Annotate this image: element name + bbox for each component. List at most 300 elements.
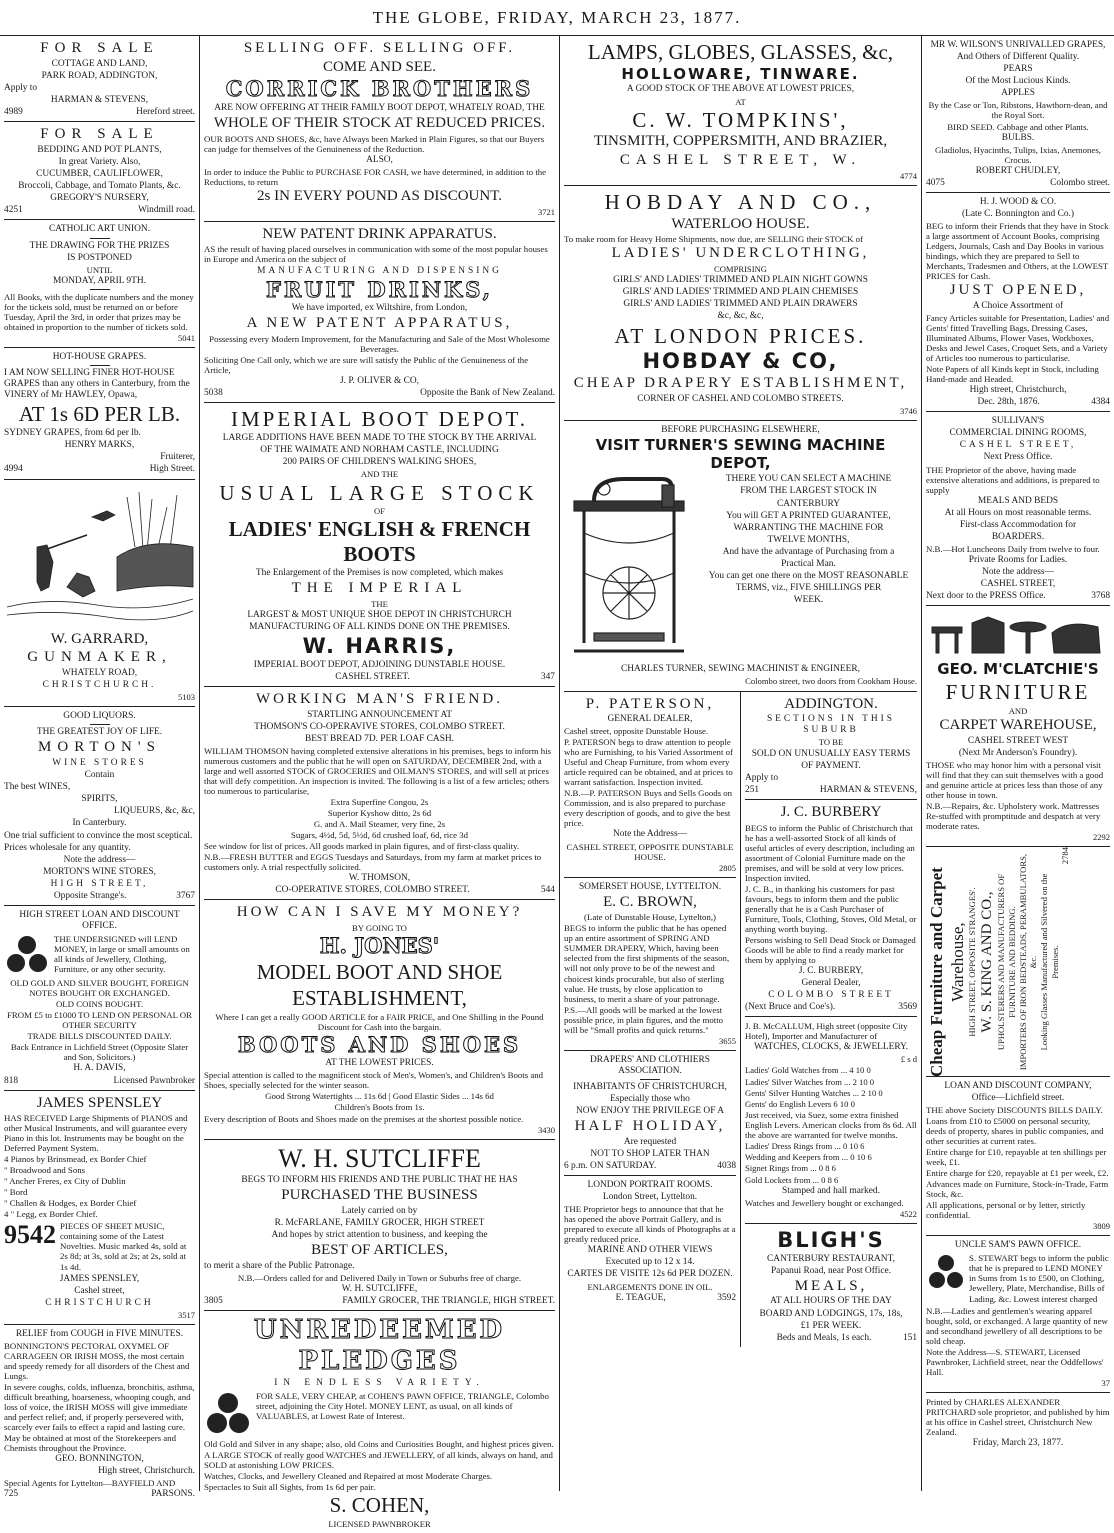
ad-burbery (745, 800, 917, 1017)
ad-body: Just received, via Suez, some extra finished English Levers. American clocks from 8s 6d. All the above are warranted for twelve months. (745, 1110, 917, 1141)
ad-line: Cashel street, opposite Dunstable House. (564, 726, 709, 737)
ad-item: G. and A. Mail Steamer, very fine, 2s (313, 819, 446, 830)
ad-line: AND (1008, 705, 1028, 716)
ad-ref: 3768 (1091, 591, 1110, 602)
ad-heading: J. C. BURBERY (780, 803, 882, 820)
ad-line: Especially those who (610, 1093, 690, 1104)
ad-heading: W. GARRARD, (50, 630, 149, 647)
ad-line: COME AND SEE. (323, 58, 436, 75)
ad-line: Note the address— (63, 854, 136, 865)
sewing-machine-icon (564, 473, 694, 663)
ad-line: A LARGE STOCK of really good WATCHES and JEWELLERY, of all kinds, always on hand, and SOLD at astonishing LOW PRICES. (204, 1449, 553, 1470)
ad-line: WARRANTING THE MACHINE FOR (733, 522, 884, 533)
ad-line: CHRISTCHURCH (45, 1297, 154, 1308)
ad-line: CANTERBURY (776, 498, 841, 509)
ad-line: PURCHASED THE BUSINESS (281, 1187, 478, 1204)
ad-line: JAMES SPENSLEY, (59, 1273, 140, 1284)
ad-line: Premises. (1049, 945, 1060, 979)
ad-imperial-boot-depot (204, 403, 555, 687)
ad-line: BY GOING TO (352, 923, 407, 934)
ad-line: ARE NOW OFFERING AT THEIR FAMILY BOOT DEPOT, WHATELY ROAD, THE (214, 103, 545, 114)
ad-body: All Books, with the duplicate numbers and the money for the tickets sold, must be returned on or before Tuesday, April the 3rd, in order that prizes may be obtained in proportion to the number of tickets sold. (4, 291, 194, 332)
ad-body: FOR SALE, VERY CHEAP, at COHEN'S PAWN OFFICE, TRIANGLE, Colombo street, adjoining the City Hotel. MONEY LENT, as usual, on all kinds of VALUABLES, at Lowest Rate of Interest. (256, 1390, 549, 1421)
ad-line: Prices wholesale for any quantity. (4, 842, 131, 853)
ad-heading: CATHOLIC ART UNION. (48, 224, 151, 235)
ad-line: Spectacles to Suit all Sights, from 1s 6d per pair. (204, 1481, 376, 1492)
ad-line: Broccoli, Cabbage, and Tomato Plants, &c. (18, 181, 181, 192)
ad-body: S. STEWART begs to inform the public that he is prepared to LEND MONEY in Sums from 1s to £500, on Clothing, Jewellery, Plate, Merchandise, Bills of Lading, &c. Lowest interest charged (969, 1253, 1109, 1304)
ad-body: Advances made on Furniture, Stock-in-Trade, Farm Stock, &c. (926, 1179, 1109, 1200)
ad-item: Sugars, 4½d, 5d, 5½d, 6d crushed loaf, 6d, rice 3d (290, 830, 469, 841)
ad-line: E. C. BROWN, (603, 893, 697, 910)
ad-line: Contain (84, 770, 115, 781)
ad-heading: MR W. WILSON'S UNRIVALLED GRAPES, (930, 40, 1106, 50)
ad-body: Note Papers of all Kinds kept in Stock, including Hand-made and Headed. (926, 363, 1099, 384)
ad-corrick-brothers (204, 36, 555, 222)
ad-working-mans-friend (204, 687, 555, 900)
ad-heading: HOW CAN I SAVE MY MONEY? (236, 904, 523, 921)
ad-body: HAS RECEIVED Large Shipments of PIANOS and other Musical Instruments, and will guarantee every Piano in this lot. Instruments may be bought on the Deferred Payment System. (4, 1113, 188, 1154)
ad-line: THE (371, 598, 388, 609)
ad-line: CASHEL STREET, OPPOSITE DUNSTABLE HOUSE. (566, 841, 734, 862)
ad-item: Extra Superfine Congou, 2s (330, 797, 429, 808)
ad-ref: 818 (4, 1075, 19, 1086)
ad-line: The best WINES, (4, 782, 71, 793)
ad-line: COMMERCIAL DINING ROOMS, (949, 428, 1087, 439)
ad-body: BEGS to inform the public that he has opened up an entire assortment of SPRING AND SUMMER DRAPERY, Which, having been selected from the first shipments of the season, will not only prove to be of the newest and choicest kinds procurable, but also of sterling value. He trusts, by close application to business, to merit a share of your patronage. (564, 923, 730, 1004)
ad-line: GIRLS' AND LADIES' TRIMMED AND PLAIN DRAWERS (623, 299, 858, 310)
ad-heading: HOBDAY AND CO., (604, 189, 877, 214)
ad-ref: 37 (1101, 1377, 1110, 1388)
ad-line: Stamped and hall marked. (782, 1185, 880, 1196)
ad-body: THE UNDERSIGNED will LEND MONEY, in large or small amounts on all kinds of Jewellery, Clothing, Furniture, or any other security. (54, 934, 190, 975)
ad-line: N.B.—Orders called for and Delivered Daily in Town or Suburbs free of charge. (237, 1273, 522, 1284)
ad-line: Next Press Office. (983, 452, 1053, 463)
ad-line: BOOTS AND SHOES (237, 1031, 522, 1057)
ad-line: COTTAGE AND LAND, (51, 58, 148, 69)
ad-line: MEALS, (794, 1277, 868, 1294)
ad-line: LARGE ADDITIONS HAVE BEEN MADE TO THE STOCK BY THE ARRIVAL (222, 433, 537, 444)
ad-heading: LAMPS, GLOBES, GLASSES, &c, (587, 40, 894, 64)
ad-line: FRUIT DRINKS, (265, 276, 494, 302)
ad-sutcliffe (204, 1140, 555, 1312)
ad-ref: 3592 (717, 1292, 736, 1303)
ad-line: We have imported, ex Wiltshire, from London, (291, 303, 468, 314)
ad-line: WEEK. (793, 595, 824, 606)
ad-loan-company (926, 1077, 1110, 1236)
ad-line: First-class Accommodation for (959, 519, 1077, 530)
ad-item: " Bord (4, 1187, 28, 1198)
ad-line: USUAL LARGE STOCK (219, 480, 540, 505)
ad-heading: HOT-HOUSE GRAPES. (52, 352, 147, 362)
ad-ref: 2784 (1060, 846, 1071, 865)
ad-item: " Challen & Hodges, ex Border Chief (4, 1198, 137, 1209)
ad-body: THE Proprietor begs to announce that that he has opened the above Portrait Gallery, and is prepared to execute all kinds of Photographs at a greatly reduced price. (564, 1204, 736, 1245)
ad-item: Superior Kyshow ditto, 2s 6d (327, 808, 432, 819)
ad-line: IN ENDLESS VARIETY. (274, 1377, 485, 1388)
ad-line: FROM £5 to £1000 TO LEND ON PERSONAL OR OTHER SECURITY (6, 1010, 193, 1031)
ad-line: Gladiolus, Hyacinths, Tulips, Ixias, Anemones, Crocus. (935, 144, 1101, 165)
ad-line: Practical Man. (781, 558, 836, 569)
ad-line: AND THE (360, 469, 399, 480)
ad-ref: 3767 (176, 891, 195, 901)
ad-line: CASHEL STREET, (980, 579, 1056, 590)
ad-line: Cashel street, (74, 1285, 125, 1296)
ad-line: MANUFACTURING OF ALL KINDS DONE ON THE PREMISES. (249, 622, 510, 633)
ad-body: WILLIAM THOMSON having completed extensive alterations in his premises, begs to inform his numerous customers and the public that he will open on SATURDAY, DECEMBER 2nd, with a large and well assorted STOCK of GROCERIES and OILMAN'S STORES, and will sell at prices that will defy competition. An inspection is invited. The following is a list of a few articles; others too numerous to particularise, (204, 746, 552, 797)
ad-line: ESTABLISHMENT, (292, 985, 467, 1010)
ad-ref: 4994 (4, 464, 23, 475)
ad-line: IMPERIAL BOOT DEPOT, ADJOINING DUNSTABLE HOUSE. (253, 659, 506, 670)
ad-line: £1 PER WEEK. (800, 1320, 862, 1331)
ad-ref: 725 (4, 1489, 19, 1500)
ad-cottage-sale (4, 36, 195, 122)
ad-line: Children's Boots from 1s. (334, 1102, 425, 1113)
ad-body: Soliciting One Call only, which we are sure will satisfy the Public of the Genuineness of the Article, (204, 355, 529, 376)
ad-tompkins (564, 36, 917, 186)
ad-line: BEST OF ARTICLES, (311, 1242, 448, 1259)
ad-line: And have the advantage of Purchasing from a (722, 546, 895, 557)
ad-line: OLD GOLD AND SILVER BOUGHT, FOREIGN NOTES BOUGHT OR EXCHANGED. (10, 978, 189, 999)
price-row: Wedding and Keepers from ... 0 10 6 (745, 1152, 872, 1163)
ad-body: PIECES OF SHEET MUSIC, containing some of the Latest Novelties. Music marked 4s, sold at 2s 8d; at 3s, sold at 2s; at 2s, sold at 1s 4d. (60, 1221, 187, 1272)
ad-line: AT THE LOWEST PRICES. (325, 1058, 434, 1069)
ad-line: Special Agents for Lyttelton—BAYFIELD AND (4, 1478, 176, 1489)
ad-line: Fruiterer, (160, 452, 195, 463)
ad-line: OF THE WAIMATE AND NORHAM CASTLE, INCLUDING (260, 445, 499, 456)
ad-line: Next door to the PRESS Office. (926, 591, 1046, 602)
ad-line: STARTLING ANNOUNCEMENT AT (307, 709, 452, 720)
ad-heading: LONDON PORTRAIT ROOMS. (587, 1180, 713, 1191)
ad-line: Back Entrance in Lichfield Street (Opposite Slater and Son, Solicitors.) (10, 1042, 189, 1063)
ad-line: CHARLES TURNER, SEWING MACHINIST & ENGINEER, (621, 664, 860, 675)
ad-line: CANTERBURY RESTAURANT, (767, 1253, 895, 1264)
ad-line: Dec. 28th, 1876. (977, 397, 1040, 408)
ad-line: CHRISTCHURCH. (42, 679, 157, 690)
ad-gunmaker (4, 480, 195, 708)
ad-line: JUST OPENED, (949, 282, 1087, 299)
ad-line: LICENSED PAWNBROKER (328, 1518, 431, 1529)
ad-heading: W. HARRIS, (302, 634, 457, 659)
ad-body: Persons wishing to Sell Dead Stock or Damaged Goods will be able to find a ready market for them by applying to (745, 934, 916, 965)
ad-ref: 5038 (204, 388, 223, 399)
ad-body: BONNINGTON'S PECTORAL OXYMEL OF CARRAGEEN OR IRISH MOSS, the most certain and speedy remedy for all disorders of the Chest and Lungs. (4, 1340, 190, 1381)
ad-line: UNTIL (86, 264, 113, 275)
ad-heading: NEW PATENT DRINK APPARATUS. (262, 225, 497, 242)
ad-heading: ADDINGTON. (784, 695, 878, 712)
ad-body: Loans from £10 to £5000 on personal security, deeds of property, shares in public companies, and other securities at current rates. (926, 1116, 1104, 1147)
ad-line: HIGH STREET, (50, 878, 149, 889)
ad-line: TRADE BILLS DISCOUNTED DAILY. (27, 1031, 172, 1042)
ad-body: N.B.—Repairs, &c. Upholstery work. Mattresses Re-stuffed with promptitude and despatch at very moderate rates. (926, 800, 1101, 831)
ad-line: GREGORY'S NURSERY, (50, 193, 149, 204)
ad-line: By the Case or Ton, Ribstons, Hawthorn-dean, and the Royal Sort. (928, 100, 1108, 121)
ad-line: H. JONES' (319, 933, 440, 959)
ad-line: London Street, Lyttelton. (602, 1192, 698, 1203)
pawnbroker-balls-icon (4, 933, 50, 977)
ad-line: THE GREATEST JOY OF LIFE. (36, 727, 163, 738)
ad-heading: P. PATERSON, (585, 695, 715, 712)
ad-address: High Street. (149, 464, 195, 475)
ad-line: (Next Bruce and Coe's). (745, 1002, 836, 1013)
ad-ref: 4038 (717, 1160, 736, 1171)
ad-body: J. C. B., in thanking his customers for past favours, begs to inform them and the public generally that he is a Cash Purchaser of Furniture, Tools, Clothing, Stoves, Old Metal, or anything worth buying. (745, 883, 917, 934)
ad-line: Beds and Meals, 1s each. (776, 1332, 872, 1343)
rotated-advert (926, 847, 1108, 1077)
ad-heading: JAMES SPENSLEY (36, 1094, 163, 1111)
ad-heading: FOR SALE (40, 40, 159, 56)
ad-body: THE above Society DISCOUNTS BILLS DAILY. (926, 1105, 1103, 1116)
price-row: Gold Lockets from ... 0 8 6 (745, 1174, 839, 1185)
ad-line: GEO. BONNINGTON, (55, 1454, 144, 1465)
ad-line: Watches, Clocks, and Jewellery Cleaned and Repaired at most Moderate Charges. (204, 1470, 493, 1481)
ad-line: Note the address— (982, 567, 1054, 578)
ad-line: MEALS AND BEDS (977, 495, 1059, 506)
ad-line: W. THOMSON, (348, 873, 411, 884)
ad-line: Where I can get a really GOOD ARTICLE for a FAIR PRICE, and One Shilling in the Pound Discount for Cash into the bargain. (215, 1011, 544, 1032)
ad-line: AT LONDON PRICES. (614, 323, 867, 348)
ad-cough-relief (4, 1325, 195, 1504)
ad-line: J. C. BURBERY, (798, 965, 864, 976)
ad-ref: 347 (540, 671, 555, 682)
ad-line: The Enlargement of the Premises is now completed, which makes (255, 568, 504, 579)
ad-line: MANUFACTURING AND DISPENSING (257, 265, 502, 276)
ad-line: BIRD SEED. Cabbage and other Plants. (947, 121, 1089, 132)
ad-address: Opposite the Bank of New Zealand. (420, 388, 555, 399)
ad-line: C. W. TOMPKINS', (632, 107, 849, 132)
ad-sullivans-dining (926, 412, 1110, 606)
ad-line: W. S. KING AND CO., (978, 891, 995, 1033)
ad-line: LADIES' ENGLISH & FRENCH BOOTS (228, 517, 531, 567)
ad-line: SECTIONS IN THIS SUBURB (766, 714, 896, 736)
ad-item: 4 Pianos by Brinsmead, ex Border Chief (4, 1154, 147, 1165)
ad-line: &c, &c, &c, (717, 311, 764, 322)
ad-line: J. P. OLIVER & CO, (340, 376, 419, 387)
ad-line: Friday, March 23, 1877. (972, 1437, 1064, 1448)
ad-line: BEGS TO INFORM HIS FRIENDS AND THE PUBLIC THAT HE HAS (241, 1175, 518, 1186)
ad-line: IMPORTERS OF IRON BEDSTEADS, PERAMBULATORS, &c. (1017, 853, 1038, 1071)
ad-line: UPHOLSTERERS AND MANUFACTURERS OF (996, 873, 1007, 1051)
ad-line: GENERAL DEALER, (607, 714, 693, 725)
ad-line: OF (374, 506, 385, 517)
ad-line: HOLLOWARE, TINWARE. (621, 64, 860, 83)
ad-line: E. TEAGUE, (615, 1292, 666, 1303)
column-1 (0, 36, 200, 1500)
ad-line: CARTES DE VISITE 12s 6d PER DOZEN. (567, 1269, 733, 1280)
ad-somerset-house (564, 878, 736, 1051)
ad-line: Apply to (4, 82, 38, 93)
ad-line: Possessing every Modern Improvement, for the Manufacturing and Sale of the Most Wholesome Beverages. (209, 334, 550, 355)
ad-heading: DRAPERS' AND CLOTHIERS ASSOCIATION. (590, 1054, 710, 1076)
ad-line: SELLING OFF. SELLING OFF. (243, 40, 516, 56)
ad-address: Windmill road. (138, 205, 195, 216)
ad-wilson-grapes (926, 36, 1110, 193)
ad-line: MARINE AND OTHER VIEWS (587, 1245, 713, 1256)
ad-heading: FOR SALE (40, 126, 159, 143)
ad-line: INHABITANTS OF CHRISTCHURCH, (573, 1081, 727, 1092)
ad-line: TWELVE MONTHS, (767, 534, 850, 545)
ad-line: THE IMPERIAL (291, 580, 468, 597)
ad-mclatchie-furniture (926, 606, 1110, 847)
ad-heading: UNREDEEMED PLEDGES (253, 1315, 506, 1376)
ad-line: R. McFARLANE, FAMILY GROCER, HIGH STREET (274, 1218, 485, 1229)
pawnbroker-balls-icon (926, 1252, 966, 1292)
ad-line: CASHEL STREET. (335, 671, 410, 682)
imprint (926, 1393, 1110, 1453)
ad-line: CO-OPERATIVE STORES, COLOMBO STREET. (275, 885, 470, 896)
ad-body: All applications, personal or by letter, strictly confidential. (926, 1200, 1086, 1221)
ad-body: BEG to inform their Friends that they have in Stock a large assortment of Account Books, comprising Ledgers, Journals, Cash and Day Books in various bindings, which they are prepared to Sell to Merchants, Tradesmen and Others, at the LOWEST PRICES for Cash. (926, 221, 1109, 282)
ad-line: 6 p.m. ON SATURDAY. (564, 1160, 657, 1171)
ad-line: COLOMBO STREET (768, 990, 894, 1001)
ad-heading: W. H. SUTCLIFFE (278, 1143, 481, 1173)
ad-line: CARPET WAREHOUSE, (939, 716, 1097, 733)
ad-hj-wood (926, 193, 1110, 412)
ad-ref: 3805 (204, 1296, 223, 1307)
ad-body: N.B.—Ladies and gentlemen's wearing apparel bought, sold, or exchanged. A large quantity of new and secondhand jewellery of all descriptions to be sold cheap. (926, 1305, 1108, 1346)
ad-line: You will GET A PRINTED GUARANTEE, (726, 510, 891, 521)
ad-heading: VISIT TURNER'S SEWING MACHINE DEPOT, (595, 435, 886, 472)
ad-line: LARGEST & MOST UNIQUE SHOE DEPOT IN CHRISTCHURCH (247, 609, 512, 620)
ad-bedding-plants (4, 122, 195, 220)
ad-line: And hopes by strict attention to business, and keeping the (271, 1230, 488, 1241)
ad-line: W. H. SUTCLIFFE, (341, 1284, 418, 1295)
ad-heading: SOMERSET HOUSE, LYTTELTON. (578, 881, 722, 892)
ad-line: SPIRITS, (81, 794, 118, 805)
ad-ref: 5103 (178, 692, 195, 703)
ad-ref: 3517 (178, 1309, 195, 1320)
ad-body: Entire charge for £20, repayable at £1 per week, £2. (926, 1168, 1109, 1179)
ad-line: WHATELY ROAD, (61, 667, 138, 678)
ad-line: Of the Most Lucious Kinds. (965, 76, 1071, 87)
ad-line: CHEAP DRAPERY ESTABLISHMENT, (573, 375, 908, 392)
ad-body: Entire charge for £10, repayable at ten shillings per week, £1. (926, 1147, 1107, 1168)
ad-unredeemed-pledges (204, 1311, 555, 1532)
ad-line: General Dealer, (801, 977, 861, 988)
ad-address: FAMILY GROCER, THE TRIANGLE, HIGH STREET. (342, 1296, 555, 1307)
ad-line: PEARS (1003, 64, 1033, 75)
ad-line: LIQUEURS, &c, &c, (114, 806, 195, 817)
ad-line: GIRLS' AND LADIES' TRIMMED AND PLAIN NIGHT GOWNS (613, 275, 868, 286)
ad-line: Every description of Boots and Shoes made on the premises at the shortest possible notice. (204, 1113, 524, 1124)
ad-heading: GOOD LIQUORS. (63, 711, 136, 722)
ad-line: THE DRAWING FOR THE PRIZES (29, 240, 170, 251)
ad-line: Apply to (745, 772, 779, 783)
ad-body: THE Proprietor of the above, having made extensive alterations and additions, is prepared to supply (926, 464, 1100, 495)
ad-line: Office—Lichfield street. (971, 1093, 1065, 1104)
ad-address: Hereford street. (136, 107, 195, 118)
price-row: Ladies' Dress Rings from ... 0 10 6 (745, 1141, 865, 1152)
ad-line: Old Gold and Silver in any shape; also, old Coins and Curiosities Bought, and highest prices given. (204, 1438, 554, 1449)
ad-ref: 2805 (719, 862, 736, 873)
ad-body: Note the Address—S. STEWART, Licensed Pawnbroker, Lichfield street, near the Oddfellows' Hall. (926, 1346, 1104, 1377)
price-row: Signet Rings from ... 0 8 6 (745, 1163, 836, 1174)
ad-line: APPLES (1001, 88, 1035, 99)
ad-body: BEGS to inform the Public of Christchurch that he has a well-assorted Stock of all kinds of useful articles of every description, including an assortment of Colonial Furniture made on the premises, and will be sold at very low prices. Inspection invited. (745, 822, 915, 883)
ad-price: AT 1s 6D PER LB. (18, 402, 181, 427)
ad-body: In severe coughs, colds, influenza, bronchitis, asthma, difficult breathing, hoarseness, whooping cough, and loss of voice, the IRISH MOSS will give immediate and perfect relief; and, if properly persevered with, scarcely ever fails to effect a rapid and lasting cure. (4, 1381, 195, 1433)
ad-body: J. B. McCALLUM, High street (opposite City Hotel), Importer and Manufacturer of (745, 1021, 908, 1042)
ad-line: HENRY MARKS, (64, 440, 135, 451)
split-section (564, 692, 917, 1347)
ad-ref: 3569 (898, 1002, 917, 1013)
music-count: 9542 (4, 1220, 56, 1250)
ad-line: Watches and Jewellery bought or exchanged. (745, 1197, 904, 1208)
ad-line: BOARDERS. (991, 531, 1045, 542)
ad-paterson (564, 692, 736, 878)
ad-portrait-rooms (564, 1176, 736, 1307)
ad-line: At all Hours on most reasonable terms. (944, 507, 1092, 518)
ad-line: OLD COINS BOUGHT. (55, 999, 144, 1010)
ad-line: Opposite Strange's. (53, 891, 127, 901)
ad-line: Warehouse, (947, 922, 967, 1002)
ad-mccallum-watches (745, 1017, 917, 1224)
ad-address: HARMAN & STEVENS, (819, 784, 917, 795)
ad-line: One trial sufficient to convince the most sceptical. (4, 830, 193, 841)
ad-line: FURNITURE (945, 680, 1091, 705)
ad-item: See window for list of prices. All goods marked in plain figures, and of first-class quality. (204, 841, 520, 852)
ad-line: OF PAYMENT. (801, 760, 861, 771)
ad-line: WATCHES, CLOCKS, & JEWELLERY. (754, 1042, 908, 1053)
masthead: THE GLOBE, FRIDAY, MARCH 23, 1877. (0, 0, 1114, 36)
ad-body: I AM NOW SELLING FINER HOT-HOUSE GRAPES than any others in Canterbury, from the VINERY of Mr HAWLEY, Opawa, (4, 368, 190, 401)
ad-line: AT ALL HOURS OF THE DAY (770, 1296, 892, 1307)
ad-ref: 251 (745, 784, 760, 795)
ad-ref: 151 (902, 1332, 917, 1343)
ad-line: THERE YOU CAN SELECT A MACHINE (725, 474, 892, 485)
ad-heading: RELIEF from COUGH in FIVE MINUTES. (15, 1328, 184, 1339)
ad-body: In order to induce the Public to PURCHASE FOR CASH, we have determined, in addition to the Reductions, to return (204, 167, 547, 188)
ad-line: (Next Mr Anderson's Foundry). (958, 747, 1078, 758)
ad-heading: BLIGH'S (777, 1227, 885, 1252)
ad-line: N.B.—Hot Luncheons Daily from twelve to four. (926, 543, 1100, 554)
ad-line: High street, Christchurch. (98, 1466, 195, 1477)
ad-james-spensley (4, 1091, 195, 1325)
ad-body: THOSE who may honor him with a personal visit will find that they can suit themselves with a good and genuine article at prices less than those of any other house in town. (926, 759, 1104, 800)
ad-line: High street, Christchurch, (969, 385, 1067, 395)
ad-ref: 4251 (4, 205, 23, 216)
column-4 (922, 36, 1114, 1491)
ad-address: PARSONS. (151, 1489, 195, 1500)
ad-heading: S. COHEN, (329, 1492, 430, 1517)
ad-line: HIGH STREET, OPPOSITE STRANGES'. (967, 887, 978, 1037)
price-row: Ladies' Gold Watches from ... 4 10 0 (745, 1065, 871, 1076)
ad-ref: 4989 (4, 107, 23, 118)
ad-heading: UNCLE SAM'S PAWN OFFICE. (954, 1240, 1082, 1251)
ad-ref: 3746 (900, 405, 917, 416)
ad-line: BULBS. (1001, 132, 1035, 143)
ad-line: (Late of Dunstable House, Lyttelton,) (584, 912, 716, 923)
ad-line: Lately carried on by (341, 1205, 418, 1216)
ad-line: Papanui Road, near Post Office. (770, 1265, 892, 1276)
ad-king-furniture-warehouse (926, 847, 1110, 1077)
ad-line: Looking Glasses Manufactured and Silvered on the (1038, 873, 1049, 1051)
ad-body: Printed by CHARLES ALEXANDER PRITCHARD sole proprietor, and published by him at his office in Cashel street, Christchurch New Zealand. (926, 1396, 1110, 1437)
ad-heading: SULLIVAN'S (991, 416, 1045, 427)
ad-line: You can get one there on the MOST REASONABLE (708, 571, 909, 582)
ad-line: And Others of Different Quality. (956, 52, 1080, 63)
ad-item: " Ancher Freres, ex City of Dublin (4, 1176, 126, 1187)
ad-line: In great Variety. Also, (58, 156, 141, 167)
ad-line: 200 PAIRS OF CHILDREN'S WALKING SHOES, (282, 457, 477, 468)
ad-drapers-association (564, 1051, 736, 1176)
ad-line: WATERLOO HOUSE. (671, 215, 810, 232)
ad-line: MORTON'S WINE STORES, (43, 866, 156, 877)
ad-line: ALSO, (366, 154, 393, 165)
ad-item: N.B.—FRESH BUTTER and EGGS Tuesdays and Saturdays, from my farm at market prices to customers only. A trial respectfully solicited. (204, 852, 542, 873)
ad-line: Are requested (623, 1136, 677, 1147)
ad-blighs-restaurant (745, 1224, 917, 1347)
